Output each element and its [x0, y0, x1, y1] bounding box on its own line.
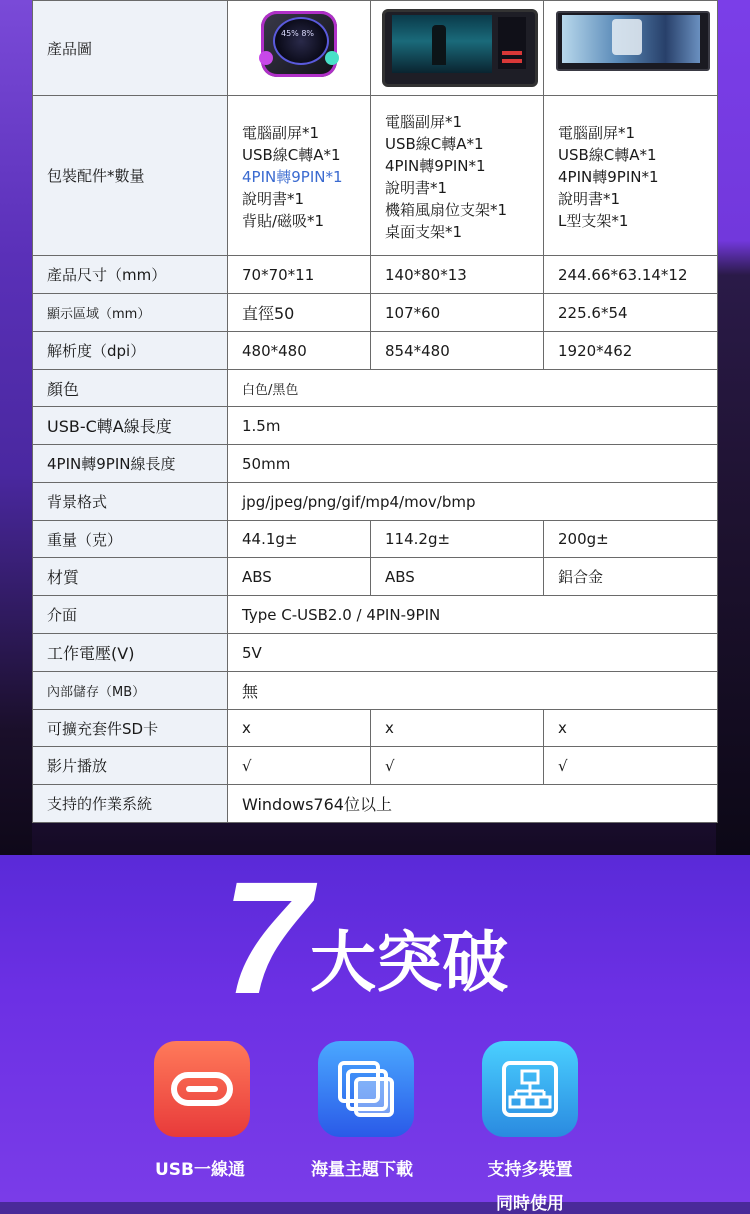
usb-c-icon: [154, 1041, 250, 1137]
cell-value: 5V: [228, 634, 718, 672]
row-label: 重量（克）: [33, 521, 228, 558]
row-label: USB-C轉A線長度: [33, 407, 228, 445]
promo-section: [0, 848, 750, 1214]
feature-label-multi-device: 支持多裝置: [487, 1160, 573, 1180]
row-label: 支持的作業系統: [33, 785, 228, 823]
cell-value: 244.66*63.14*12: [544, 256, 718, 294]
row-label: 背景格式: [33, 483, 228, 521]
product-image-wide-display: [556, 11, 706, 71]
cell-value: 114.2g±: [371, 521, 544, 558]
table-row: [33, 521, 718, 558]
row-label: 工作電壓(V): [33, 634, 228, 672]
row-label: 內部儲存（MB）: [33, 672, 228, 710]
cell-value: x: [228, 710, 371, 747]
background-left-strip: [0, 0, 32, 860]
table-row: [33, 710, 718, 747]
row-label: 影片播放: [33, 747, 228, 785]
table-row: [33, 596, 718, 634]
product-image-round-display: 45% 8%: [257, 11, 341, 83]
cell-value: 1.5m: [228, 407, 718, 445]
product-image-5inch-display: [382, 9, 532, 81]
cell-value: 白色/黑色: [228, 370, 718, 407]
cell-value: jpg/jpeg/png/gif/mp4/mov/bmp: [228, 483, 718, 521]
table-row: [33, 445, 718, 483]
table-row: [33, 96, 718, 256]
row-label: 產品尺寸（mm）: [33, 256, 228, 294]
cell-value: 50mm: [228, 445, 718, 483]
network-icon: [482, 1041, 578, 1137]
cell-value: √: [228, 747, 371, 785]
table-row: [33, 634, 718, 672]
cell-value: 1920*462: [544, 332, 718, 370]
cell-value: x: [371, 710, 544, 747]
promo-number: 7: [222, 848, 311, 1027]
cell-value: Type C-USB2.0 / 4PIN-9PIN: [228, 596, 718, 634]
cell-value: Windows764位以上: [228, 785, 718, 823]
row-label: 可擴充套件SD卡: [33, 710, 228, 747]
table-row: [33, 256, 718, 294]
cell-value: 鋁合金: [544, 558, 718, 596]
package-col2: 電腦副屏*1 USB線C轉A*1 4PIN轉9PIN*1 說明書*1 機箱風扇位支架*1 桌面支架*1: [371, 96, 544, 256]
row-label: 介面: [33, 596, 228, 634]
table-row: [33, 407, 718, 445]
cell-value: 70*70*11: [228, 256, 371, 294]
table-row: [33, 558, 718, 596]
package-col3: 電腦副屏*1 USB線C轉A*1 4PIN轉9PIN*1 說明書*1 L型支架*1: [544, 96, 718, 256]
row-label: 解析度（dpi）: [33, 332, 228, 370]
cell-value: 225.6*54: [544, 294, 718, 332]
cell-value: ABS: [228, 558, 371, 596]
cell-value: 200g±: [544, 521, 718, 558]
cell-value: 854*480: [371, 332, 544, 370]
row-label: 產品圖: [33, 1, 228, 96]
cell-value: 480*480: [228, 332, 371, 370]
cell-value: 44.1g±: [228, 521, 371, 558]
row-label: 包裝配件*數量: [33, 96, 228, 256]
cell-value: 107*60: [371, 294, 544, 332]
background-right-strip: [716, 0, 750, 860]
row-label: 顯示區域（mm）: [33, 294, 228, 332]
table-row: [33, 370, 718, 407]
package-col1: 電腦副屏*1 USB線C轉A*1 4PIN轉9PIN*1 說明書*1 背貼/磁吸*1: [228, 96, 371, 256]
promo-headline: 大突破: [310, 924, 508, 1001]
table-row: [33, 332, 718, 370]
table-row: [33, 672, 718, 710]
feature-label-usb: USB一線通: [154, 1160, 245, 1180]
table-row: [33, 785, 718, 823]
cell-value: 直徑50: [228, 294, 371, 332]
feature-label-themes: 海量主題下載: [311, 1160, 413, 1180]
feature-label-multi-device-line2: 同時使用: [496, 1194, 564, 1214]
row-label: 顏色: [33, 370, 228, 407]
table-row: [33, 294, 718, 332]
table-row: [33, 483, 718, 521]
cell-value: √: [371, 747, 544, 785]
row-label: 材質: [33, 558, 228, 596]
cell-value: 無: [228, 672, 718, 710]
cell-value: √: [544, 747, 718, 785]
table-row: [33, 1, 718, 96]
layers-icon: [318, 1041, 414, 1137]
spec-table: [32, 0, 718, 823]
cell-value: x: [544, 710, 718, 747]
row-label: 4PIN轉9PIN線長度: [33, 445, 228, 483]
cell-value: ABS: [371, 558, 544, 596]
table-row: [33, 747, 718, 785]
cell-value: 140*80*13: [371, 256, 544, 294]
